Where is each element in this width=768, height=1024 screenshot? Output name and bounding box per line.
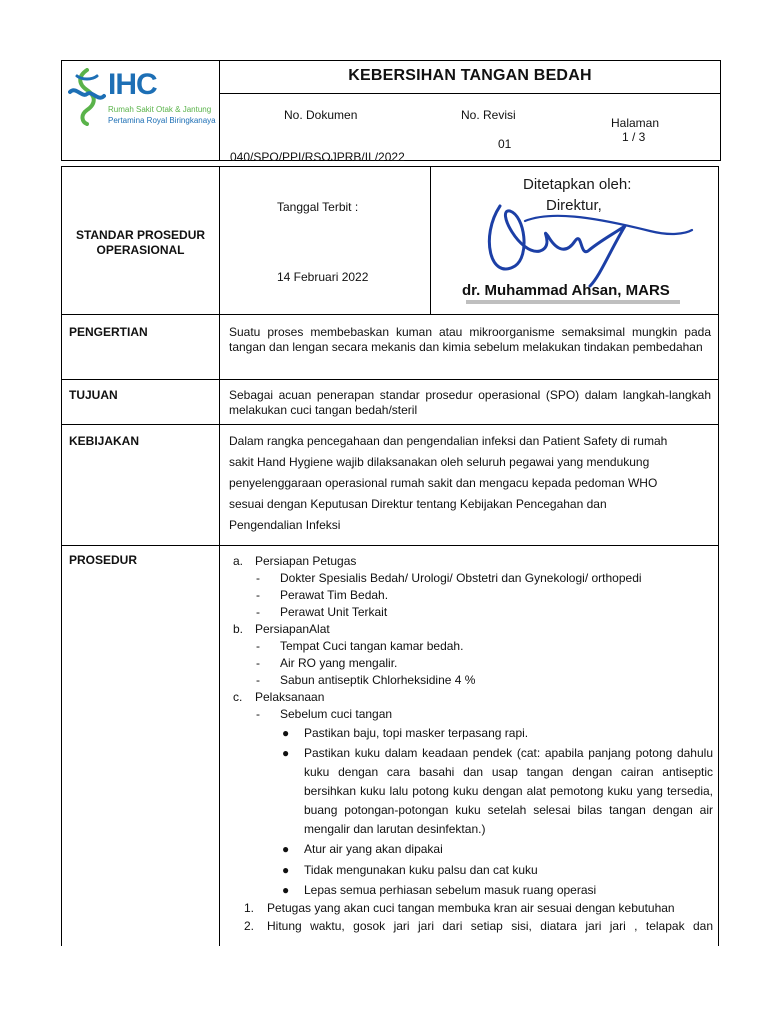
halaman-value: 1 / 3 (622, 130, 646, 144)
spo-label: STANDAR PROSEDUR OPERASIONAL (75, 228, 206, 257)
list-item: - Sabun antiseptik Chlorheksidine 4 % (256, 673, 476, 687)
prosedur-label: PROSEDUR (69, 553, 138, 567)
list-item: - Tempat Cuci tangan kamar bedah. (256, 639, 464, 653)
bullet-item: ● Pastikan kuku dalam keadaan pendek (cat: apabila panjang potong dahulu kuku dengan cara basahi dan usap tangan dengan cairan antiseptic bersihkan kuku lalu potong kuku dengan alat pemotong kuku yang tersedia, buang potongan-potongan kuku setelah selesai bilas tangan dengan air mengalir dan larutan desinfektan.) (282, 746, 713, 836)
no-dokumen-value: 040/SPO/PPI/RSOJPRB/II /2022 (230, 150, 405, 164)
kebijakan-text (229, 431, 711, 536)
halaman-label: Halaman (611, 116, 660, 130)
kebijakan-line: sesuai dengan Keputusan Direktur tentang Kebijakan Pencegahan dan (229, 497, 607, 511)
bullet-item: ● Tidak mengunakan kuku palsu dan cat kuku (282, 863, 538, 877)
logo-text: IHC (108, 68, 157, 101)
kebijakan-line: penyelenggaraan operasional rumah sakit dan mengacu kepada pedoman WHO (229, 476, 658, 490)
direktur-label: Direktur, (546, 197, 602, 214)
kebijakan-line: Dalam rangka pencegahaan dan pengendalian infeksi dan Patient Safety di rumah (229, 434, 668, 448)
direktur-name: dr. Muhammad Ahsan, MARS (462, 282, 670, 299)
hospital-logo (68, 66, 218, 132)
section-c: c. Pelaksanaan (233, 690, 325, 704)
ihc-cross-icon (68, 68, 106, 126)
prosedur-body (229, 553, 713, 936)
bullet-item: ● Pastikan baju, topi masker terpasang rapi. (282, 726, 529, 740)
bullet-item: ● Lepas semua perhiasan sebelum masuk ruang operasi (282, 883, 597, 897)
tujuan-label: TUJUAN (69, 388, 118, 402)
no-revisi-value: 01 (498, 137, 512, 151)
ditetapkan-oleh: Ditetapkan oleh: (523, 176, 632, 193)
kebijakan-line: sakit Hand Hygiene wajib dilaksanakan oleh seluruh pegawai yang mendukung (229, 455, 650, 469)
logo-subtitle-2: Pertamina Royal Biringkanaya (108, 116, 216, 125)
kebijakan-line: Pengendalian Infeksi (229, 518, 341, 532)
logo-subtitle-1: Rumah Sakit Otak & Jantung (108, 105, 212, 114)
tanggal-terbit-label: Tanggal Terbit : (277, 200, 359, 214)
list-item: - Perawat Tim Bedah. (256, 588, 389, 602)
pengertian-text: Suatu proses membebaskan kuman atau mikroorganisme semaksimal mungkin pada tangan dan lengan secara mekanis dan kimia sebelum melakukan tindakan pembedahan (229, 325, 711, 354)
no-dokumen-label: No. Dokumen (284, 108, 358, 122)
list-item: - Air RO yang mengalir. (256, 656, 398, 670)
step-item: 1. Petugas yang akan cuci tangan membuka kran air sesuai dengan kebutuhan (244, 901, 675, 915)
tujuan-text: Sebagai acuan penerapan standar prosedur operasional (SPO) dalam langkah-langkah melakukan cuci tangan bedah/steril (229, 388, 711, 417)
kebijakan-label: KEBIJAKAN (69, 434, 140, 448)
name-underline (466, 300, 680, 304)
no-revisi-label: No. Revisi (461, 108, 516, 122)
pengertian-label: PENGERTIAN (69, 325, 148, 339)
step-item: 2. Hitung waktu, gosok jari jari dari setiap sisi, diatara jari jari , telapak dan (244, 919, 713, 933)
list-item: - Sebelum cuci tangan (256, 707, 393, 721)
list-item: - Dokter Spesialis Bedah/ Urologi/ Obstetri dan Gynekologi/ orthopedi (256, 571, 642, 585)
section-a: a. Persiapan Petugas (233, 554, 357, 568)
tanggal-terbit-value: 14 Februari 2022 (277, 270, 369, 284)
bullet-item: ● Atur air yang akan dipakai (282, 842, 443, 856)
list-item: - Perawat Unit Terkait (256, 605, 388, 619)
signature-icon (470, 196, 700, 291)
section-b: b. PersiapanAlat (233, 622, 330, 636)
document-title: KEBERSIHAN TANGAN BEDAH (348, 67, 592, 84)
